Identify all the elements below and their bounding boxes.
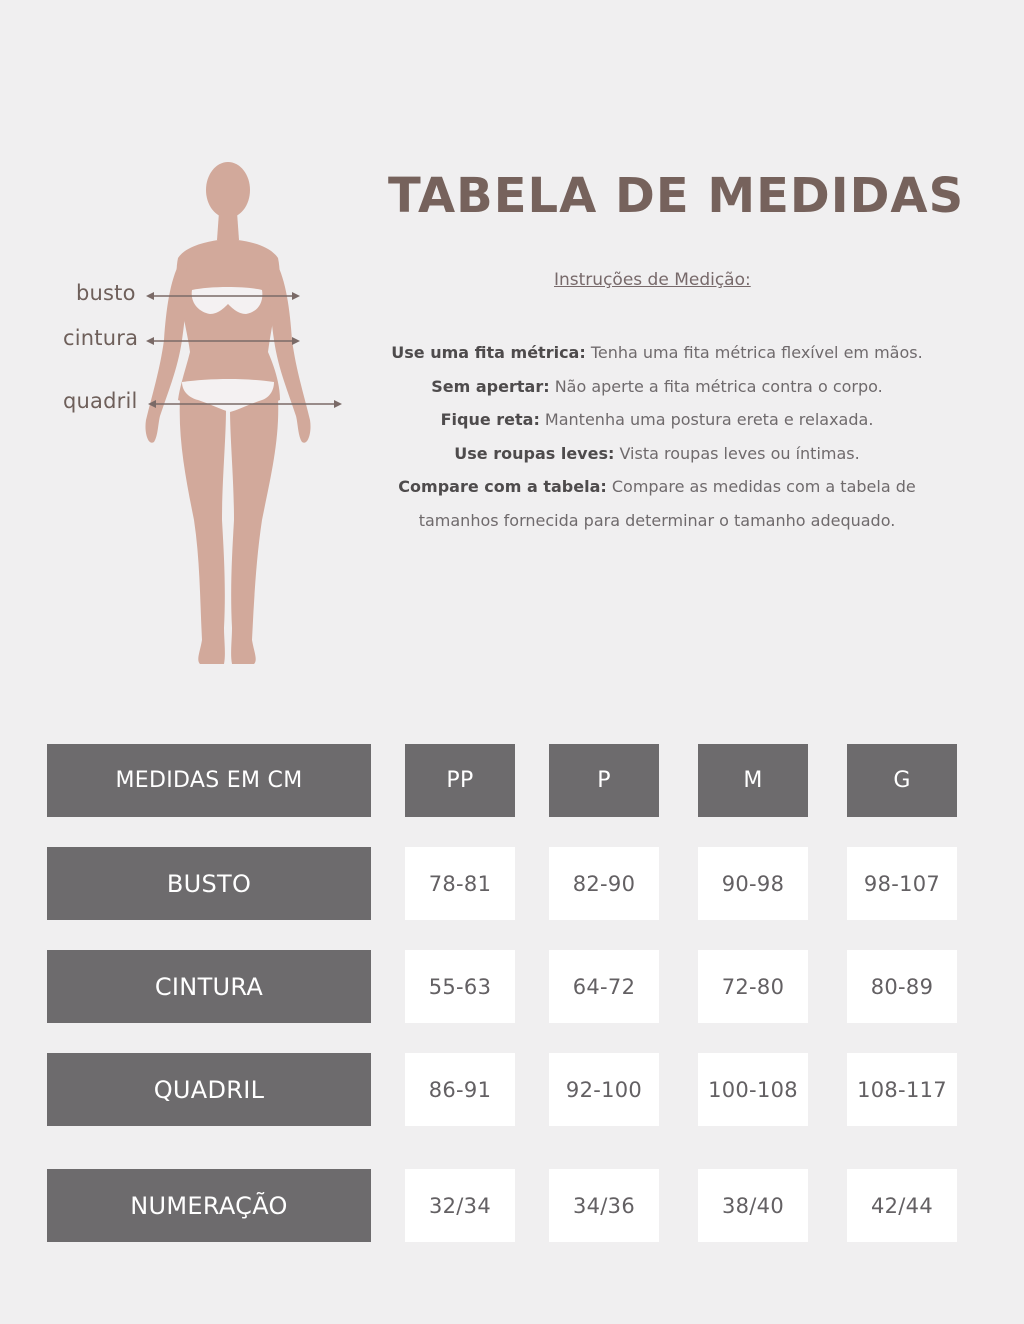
- hip-label: quadril: [63, 389, 138, 413]
- table-cell: 72-80: [698, 950, 808, 1023]
- size-header-m: M: [698, 744, 808, 817]
- size-header-g: G: [847, 744, 957, 817]
- row-label-cintura: CINTURA: [47, 950, 371, 1023]
- table-cell: 98-107: [847, 847, 957, 920]
- waist-label: cintura: [63, 326, 139, 350]
- instruction-item: [372, 336, 942, 370]
- instruction-label: Use roupas leves:: [454, 443, 615, 463]
- table-cell: 42/44: [847, 1169, 957, 1242]
- table-cell: 78-81: [405, 847, 515, 920]
- table-cell: 90-98: [698, 847, 808, 920]
- instruction-text: Não aperte a fita métrica contra o corpo.: [549, 376, 883, 396]
- table-cell: 86-91: [405, 1053, 515, 1126]
- table-cell: 38/40: [698, 1169, 808, 1242]
- size-header-pp: PP: [405, 744, 515, 817]
- body-figure: [0, 0, 380, 700]
- page-title: TABELA DE MEDIDAS: [388, 168, 965, 224]
- row-label-busto: BUSTO: [47, 847, 371, 920]
- instruction-label: Use uma fita métrica:: [391, 343, 586, 362]
- instruction-text: Compare as medidas com a tabela de: [606, 477, 916, 496]
- table-cell: 92-100: [549, 1053, 659, 1126]
- body-silhouette-illustration: [0, 0, 380, 700]
- instruction-item: [372, 504, 942, 538]
- table-cell: 108-117: [847, 1053, 957, 1126]
- instruction-text: Tenha uma fita métrica flexível em mãos.: [585, 343, 923, 362]
- bust-label: busto: [76, 281, 136, 305]
- table-cell: 64-72: [549, 950, 659, 1023]
- instruction-text: Mantenha uma postura ereta e relaxada.: [539, 410, 874, 429]
- instruction-text: tamanhos fornecida para determinar o tamanho adequado.: [418, 510, 896, 530]
- row-label-quadril: QUADRIL: [47, 1053, 371, 1126]
- table-cell: 55-63: [405, 950, 515, 1023]
- instruction-text: Vista roupas leves ou íntimas.: [614, 443, 860, 463]
- instructions-heading: Instruções de Medição:: [554, 270, 751, 290]
- instruction-label: Compare com a tabela:: [398, 477, 607, 496]
- instructions-list: [372, 336, 942, 537]
- instruction-item: [372, 437, 942, 471]
- table-corner-header: MEDIDAS EM CM: [47, 744, 371, 817]
- instruction-label: Fique reta:: [440, 410, 540, 429]
- instruction-item: [372, 470, 942, 504]
- table-cell: 80-89: [847, 950, 957, 1023]
- size-header-p: P: [549, 744, 659, 817]
- table-cell: 34/36: [549, 1169, 659, 1242]
- table-cell: 82-90: [549, 847, 659, 920]
- table-cell: 32/34: [405, 1169, 515, 1242]
- instruction-item: [372, 403, 942, 437]
- table-cell: 100-108: [698, 1053, 808, 1126]
- row-label-numeracao: NUMERAÇÃO: [47, 1169, 371, 1242]
- instruction-item: [372, 370, 942, 404]
- instruction-label: Sem apertar:: [431, 376, 550, 396]
